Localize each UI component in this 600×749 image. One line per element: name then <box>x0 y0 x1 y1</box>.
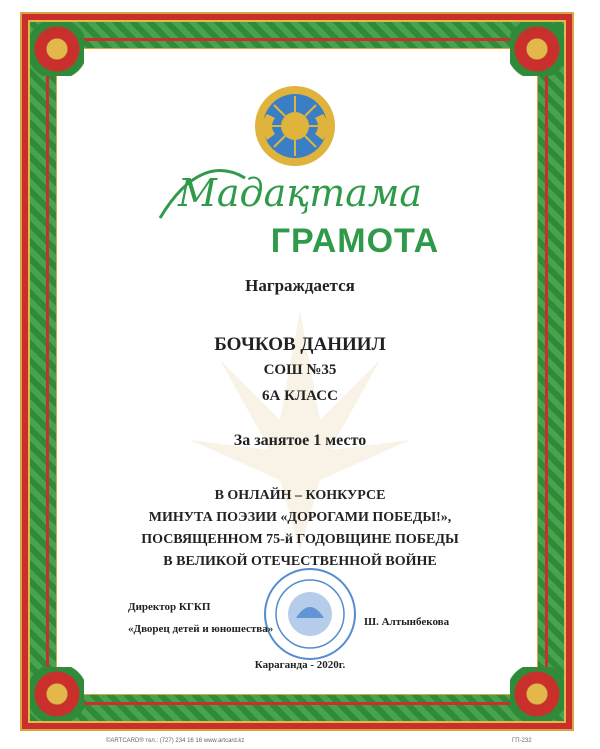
printer-credit: ©ARTCARD® тел.: (727) 234 16 16 www.artcard.kz <box>106 738 245 744</box>
signer-name: Ш. Алтынбекова <box>364 616 450 628</box>
official-stamp-icon <box>262 566 358 662</box>
place-text: За занятое 1 место <box>233 432 367 449</box>
signer-title <box>128 596 273 640</box>
form-code: ГП-232 <box>512 738 532 744</box>
recipient-name: БОЧКОВ ДАНИИЛ <box>214 334 386 355</box>
corner-ornament <box>30 667 84 721</box>
contest-line: МИНУТА ПОЭЗИИ «ДОРОГАМИ ПОБЕДЫ!», <box>148 510 452 525</box>
awarded-label: Награждается <box>245 276 355 295</box>
title-main: ГРАМОТА <box>270 222 440 260</box>
signer-title-line: «Дворец детей и юношества» <box>128 623 274 635</box>
title-block <box>0 222 600 261</box>
class-name: 6А КЛАСС <box>262 388 338 404</box>
corner-ornament <box>510 667 564 721</box>
contest-line: В ОНЛАЙН – КОНКУРСЕ <box>214 488 386 503</box>
svg-text:Мадақтама: Мадақтама <box>177 171 423 215</box>
contest-line: В ВЕЛИКОЙ ОТЕЧЕСТВЕННОЙ ВОЙНЕ <box>163 554 437 569</box>
contest-line: ПОСВЯЩЕННОМ 75-й ГОДОВЩИНЕ ПОБЕДЫ <box>141 532 459 547</box>
title-script <box>150 158 440 228</box>
signer-title-line: Директор КГКП <box>128 601 211 613</box>
corner-ornament <box>510 22 564 76</box>
corner-ornament <box>30 22 84 76</box>
state-emblem-icon <box>253 84 337 168</box>
city-date: Караганда - 2020г. <box>254 659 346 671</box>
school-name: СОШ №35 <box>263 362 337 378</box>
